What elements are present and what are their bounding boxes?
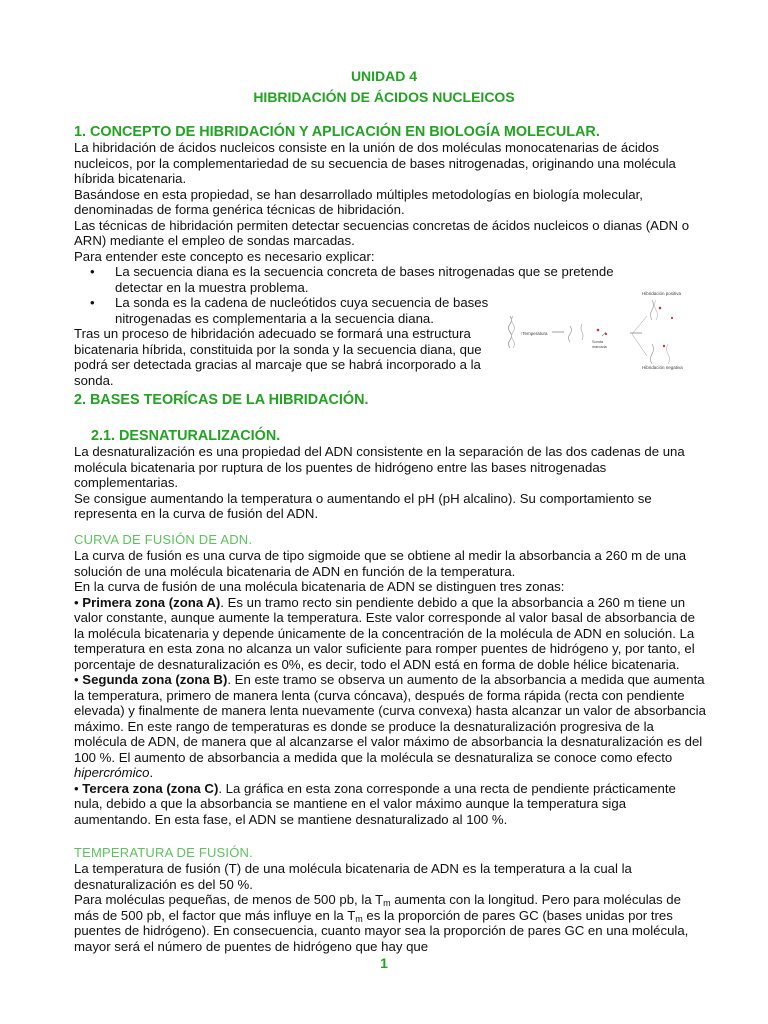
- probe-mark: [597, 329, 600, 332]
- zone-c-text: . La gráfica en esta zona corresponde a una recta de pendiente prácticamente nula, debido a que la absorbancia se mantiene en el valor máximo aunque la temperatura siga aumentando. En esta fase, el ADN se mantiene desnaturalizado al 100 %.: [74, 780, 676, 827]
- subsection-2-1-heading: 2.1. DESNATURALIZACIÓN.: [91, 428, 281, 444]
- page-number: 1: [380, 955, 388, 971]
- hybrid-strand-shape: [651, 300, 654, 320]
- paragraph: La curva de fusión es una curva de tipo sigmoide que se obtiene al medir la absorbancia a 260 m de una solución de una molécula bicatenaria de ADN en función de la temperatura.: [74, 548, 687, 579]
- subscript-m: m: [383, 898, 391, 908]
- curve-heading: CURVA DE FUSIÓN DE ADN.: [74, 532, 253, 547]
- single-strand-shape: [581, 324, 583, 340]
- unit-title: UNIDAD 4: [350, 68, 418, 84]
- dna-helix-shape: [512, 316, 515, 348]
- target-strand-shape: [667, 344, 670, 364]
- figure-label-left: ↑Temperatura: [520, 331, 548, 336]
- paragraph: Para entender este concepto es necesario explicar:: [74, 248, 375, 264]
- paragraph: Las técnicas de hibridación permiten detectar secuencias concretas de ácidos nucleicos o dianas (ADN o ARN) mediante el empleo de sondas marcadas.: [74, 217, 690, 248]
- tm-text-c: es la proporción de pares GC (bases unidas por tres puentes de hidrógeno). En consecuencia, cuanto mayor sea la proporción de pares GC en una molécula, mayor será el número de puentes de hidrógeno que hay que: [74, 907, 689, 954]
- figure-label-mid1: Sonda: [592, 340, 603, 344]
- list-item: • La secuencia diana es la secuencia concreta de bases nitrogenadas que se pretende detectar en la muestra problema.: [74, 264, 635, 295]
- paragraph: La desnaturalización es una propiedad del ADN consistente en la separación de las dos cadenas de una molécula bicatenaria por ruptura de los puentes de hidrógeno entre las bases nitrogenadas complementarias.: [74, 444, 685, 490]
- zone-a-text: . Es un tramo recto sin pendiente debido a que la absorbancia a 260 m tiene un valor constante, aunque aumente la temperatura. Este valor corresponde al valor basal de absorbancia de la molécula bicatenaria y depende únicamente de la concentración de la molécula de ADN en solución. La temperatura en esta zona no alcanza un valor suficiente para romper puentes de hidrógeno y, por tanto, el porcentaje de desnaturalización es 0%, es decir, todo el ADN está en forma de doble hélice bicatenaria.: [74, 594, 695, 672]
- zone-b-label: Segunda zona (zona B): [82, 672, 228, 687]
- page-title: HIBRIDACIÓN DE ÁCIDOS NUCLEICOS: [253, 89, 515, 105]
- target-strand-shape: [651, 344, 654, 364]
- hyperchromic-term: hipercrómico: [74, 765, 150, 780]
- paragraph: En la curva de fusión de una molécula bicatenaria de ADN se distinguen tres zonas:: [74, 579, 565, 594]
- subsection-2-1-body: [74, 444, 706, 522]
- single-strand-shape: [569, 326, 572, 342]
- paragraph: La temperatura de fusión (T) de una molécula bicatenaria de ADN es la temperatura a la cual la desnaturalización es del 50 %.: [74, 861, 632, 892]
- probe-mark: [663, 345, 665, 347]
- tm-paragraph: [74, 892, 706, 954]
- tm-heading: TEMPERATURA DE FUSIÓN.: [74, 845, 253, 860]
- zone-b-paragraph: • Segunda zona (zona B). En este tramo se observa un aumento de la absorbancia a medida que aumenta la temperatura, primero de manera lenta (curva cóncava), después de forma rápida (recta con pendiente elevada) y finalmente de manera lenta nuevamente (curva convexa) hasta alcanzar un valor de absorbancia máximo. En este rango de temperaturas es donde se produce la desnaturalización progresiva de la molécula de ADN, de manera que al alcanzarse el valor máximo de absorbancia la desnaturalización es del 100 %. El aumento de absorbancia a medida que la molécula se desnaturaliza se conoce como efecto hipercrómico.: [74, 672, 706, 780]
- figure-label-bottom: Hibridación negativa: [642, 365, 683, 370]
- tm-text-b: aumenta con la longitud. Pero para moléculas de más de 500 pb, el factor que más influye en la T: [74, 892, 681, 923]
- figure-label-mid2: marcada: [592, 345, 607, 349]
- paragraph: Se consigue aumentando la temperatura o aumentando el pH (pH alcalino). Su comportamiento se representa en la curva de fusión del ADN.: [74, 490, 652, 521]
- zone-b-text: . En este tramo se observa un aumento de la absorbancia a medida que aumenta la temperatura, primero de manera lenta (curva cóncava), después de forma rápida (recta con pendiente elevada) y finalmente de manera lenta nuevamente (curva convexa) hasta alcanzar un valor de absorbancia máximo. En este rango de temperaturas es donde se produce la desnaturalización progresiva de la molécula de ADN, de manera que al alcanzarse el valor máximo de absorbancia la desnaturalización es del 100 %. El aumento de absorbancia a medida que la molécula se desnaturaliza se conoce como efecto: [74, 672, 706, 765]
- branch-line: [632, 334, 647, 356]
- branch-line: [632, 316, 647, 334]
- zone-a-paragraph: • Primera zona (zona A). Es un tramo recto sin pendiente debido a que la absorbancia a 260 m tiene un valor constante, aunque aumente la temperatura. Este valor corresponde al valor basal de absorbancia de la molécula bicatenaria y depende únicamente de la concentración de la molécula de ADN en solución. La temperatura en esta zona no alcanza un valor suficiente para romper puentes de hidrógeno y, por tanto, el porcentaje de desnaturalización es 0%, es decir, todo el ADN está en forma de doble hélice bicatenaria.: [74, 594, 695, 672]
- zone-c-paragraph: • Tercera zona (zona C). La gráfica en esta zona corresponde a una recta de pendiente prácticamente nula, debido a que la absorbancia se mantiene en el valor máximo aunque la temperatura siga aumentando. En esta fase, el ADN se mantiene desnaturalizado al 100 %.: [74, 780, 676, 827]
- list-item: • La sonda es la cadena de nucleótidos cuya secuencia de bases nitrogenadas es complementaria a la secuencia diana.: [74, 295, 500, 326]
- tm-body: [74, 861, 706, 954]
- paragraph: Tras un proceso de hibridación adecuado se formará una estructura bicatenaria híbrida, constituida por la sonda y la secuencia diana, que podrá ser detectada gracias al marcaje que se habrá incorporado a la sonda.: [74, 326, 482, 388]
- curve-body: [74, 548, 706, 827]
- dna-helix-shape: [509, 316, 512, 348]
- paragraph: Basándose en esta propiedad, se han desarrollado múltiples metodologías en biología molecular, denominadas de forma genérica técnicas de hibridación.: [74, 186, 643, 217]
- zone-a-label: Primera zona (zona A): [82, 594, 221, 610]
- paragraph: La hibridación de ácidos nucleicos consiste en la unión de dos moléculas monocatenarias de ácidos nucleicos, por la complementariedad de su secuencia de bases nitrogenadas, originando una molécula híbrida bicatenaria.: [74, 140, 676, 186]
- zone-c-label: Tercera zona (zona C): [82, 780, 219, 796]
- hybridization-diagram: [502, 286, 698, 386]
- hybrid-strand-shape: [655, 300, 658, 320]
- section1-heading: 1. CONCEPTO DE HIBRIDACIÓN Y APLICACIÓN EN BIOLOGÍA MOLECULAR.: [74, 124, 600, 140]
- figure-label-top: Hibridación positiva: [642, 291, 682, 296]
- probe-mark: [605, 333, 607, 335]
- section2-heading: 2. BASES TEORÍCAS DE LA HIBRIDACIÓN.: [74, 392, 369, 408]
- zone-b-end: .: [149, 765, 154, 780]
- probe-mark: [659, 307, 662, 310]
- tm-text-a: Para moléculas pequeñas, de menos de 500 pb, la T: [74, 892, 384, 907]
- subscript-m: m: [355, 913, 363, 924]
- probe-mark: [671, 317, 673, 319]
